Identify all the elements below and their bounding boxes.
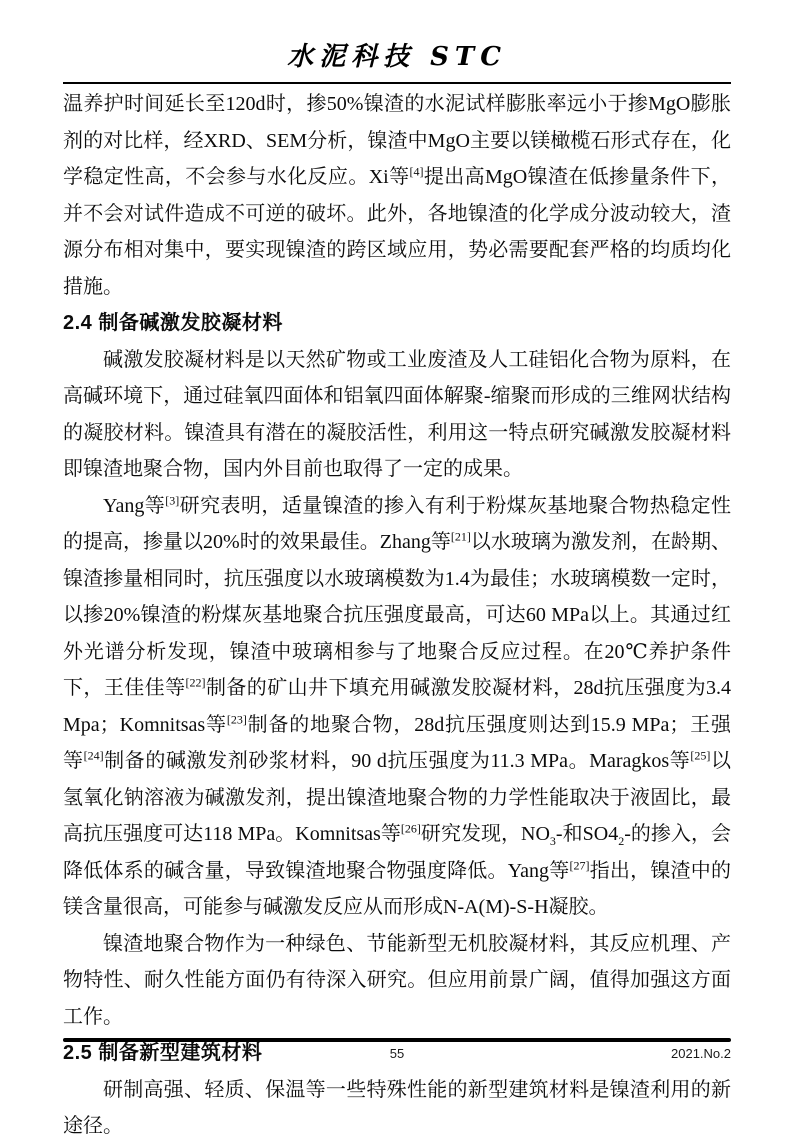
reference-superscript: [24] xyxy=(83,748,104,763)
page-number: 55 xyxy=(389,1046,405,1061)
text-run: 制备的地聚合物，28d抗压强度则达到15.9 MPa；王强等 xyxy=(63,713,731,772)
text-run: 研究表明，适量镍渣的掺入有利于粉煤灰基地聚合物热稳定性的提高，掺量以20%时的效果最佳。Zhang等 xyxy=(63,494,732,553)
chemical-subscript: 2 xyxy=(618,834,625,848)
text-run: Yang等 xyxy=(103,494,166,517)
page-footer xyxy=(63,1046,731,1064)
reference-superscript: [22] xyxy=(185,675,206,690)
text-run: 指出，镍渣中的镁含量很高，可能参与碱激发反应从而形成N-A(M)-S-H凝胶。 xyxy=(63,859,731,918)
footer-rule xyxy=(63,1038,731,1042)
paragraph xyxy=(63,488,731,926)
reference-superscript: [27] xyxy=(569,857,590,872)
header-rule xyxy=(63,82,731,84)
reference-superscript: [3] xyxy=(165,492,180,507)
chemical-subscript: 3 xyxy=(549,834,556,848)
reference-superscript: [21] xyxy=(450,529,471,544)
journal-title: 水泥科技 STC xyxy=(287,42,507,72)
issue-number: 2021.No.2 xyxy=(671,1046,731,1061)
text-run: 提出高MgO镍渣在低掺量条件下，并不会对试件造成不可逆的破坏。此外，各地镍渣的化学成分波动较大，渣源分布相对集中，要实现镍渣的跨区域应用，势必需要配套严格的均质均化措施。 xyxy=(63,166,731,298)
text-run: 制备的碱激发剂砂浆材料，90 d抗压强度为11.3 MPa。Maragkos等 xyxy=(103,750,691,772)
text-run: 研制高强、轻质、保温等一些特殊性能的新型建筑材料是镍渣利用的新途径。 xyxy=(63,1078,731,1137)
text-run: -和SO4 xyxy=(555,823,619,845)
section-heading: 2.5 制备新型建筑材料 xyxy=(63,1042,263,1064)
text-run: 以水玻璃为激发剂，在龄期、镍渣掺量相同时，抗压强度以水玻璃模数为1.4为最佳；水玻璃模数一定时，以掺20%镍渣的粉煤灰基地聚合抗压强度最高，可达60 MPa以上。其通过红外光谱分析发现，镍渣中玻璃相参与了地聚合反应过程。在20℃养护条件下，王佳佳等 xyxy=(63,531,731,699)
reference-superscript: [23] xyxy=(226,711,247,726)
text-run: -的掺入，会降低体系的碱含量，导致镍渣地聚合物强度降低。Yang等 xyxy=(63,823,731,882)
reference-superscript: [4] xyxy=(409,164,424,179)
paragraph xyxy=(63,926,731,1036)
paragraph xyxy=(63,1072,731,1145)
text-run: 以氢氧化钠溶液为碱激发剂，提出镍渣地聚合物的力学性能取决于液固比，最高抗压强度可达118 MPa。Komnitsas等 xyxy=(63,750,731,845)
paragraph xyxy=(63,86,731,305)
text-run: 碱激发胶凝材料是以天然矿物或工业废渣及人工硅铝化合物为原料，在高碱环境下，通过硅氧四面体和铝氧四面体解聚-缩聚而形成的三维网状结构的凝胶材料。镍渣具有潜在的凝胶活性，利用这一特点研究碱激发胶凝材料即镍渣地聚合物，国内外目前也取得了一定的成果。 xyxy=(63,348,731,480)
section-heading: 2.4 制备碱激发胶凝材料 xyxy=(63,312,283,334)
paragraph xyxy=(63,342,731,488)
reference-superscript: [26] xyxy=(400,821,421,836)
reference-superscript: [25] xyxy=(690,748,711,763)
text-run: 镍渣地聚合物作为一种绿色、节能新型无机胶凝材料，其反应机理、产物特性、耐久性能方面仍有待深入研究。但应用前景广阔，值得加强这方面工作。 xyxy=(63,932,731,1028)
journal-header xyxy=(63,38,731,76)
text-run: 研究发现，NO xyxy=(420,823,550,845)
text-run: 温养护时间延长至120d时，掺50%镍渣的水泥试样膨胀率远小于掺MgO膨胀剂的对比样，经XRD、SEM分析，镍渣中MgO主要以镁橄榄石形式存在，化学稳定性高，不会参与水化反应。Xi等 xyxy=(63,93,731,188)
text-run: 制备的矿山井下填充用碱激发胶凝材料，28d抗压强度为3.4 Mpa；Komnitsas等 xyxy=(63,677,732,736)
